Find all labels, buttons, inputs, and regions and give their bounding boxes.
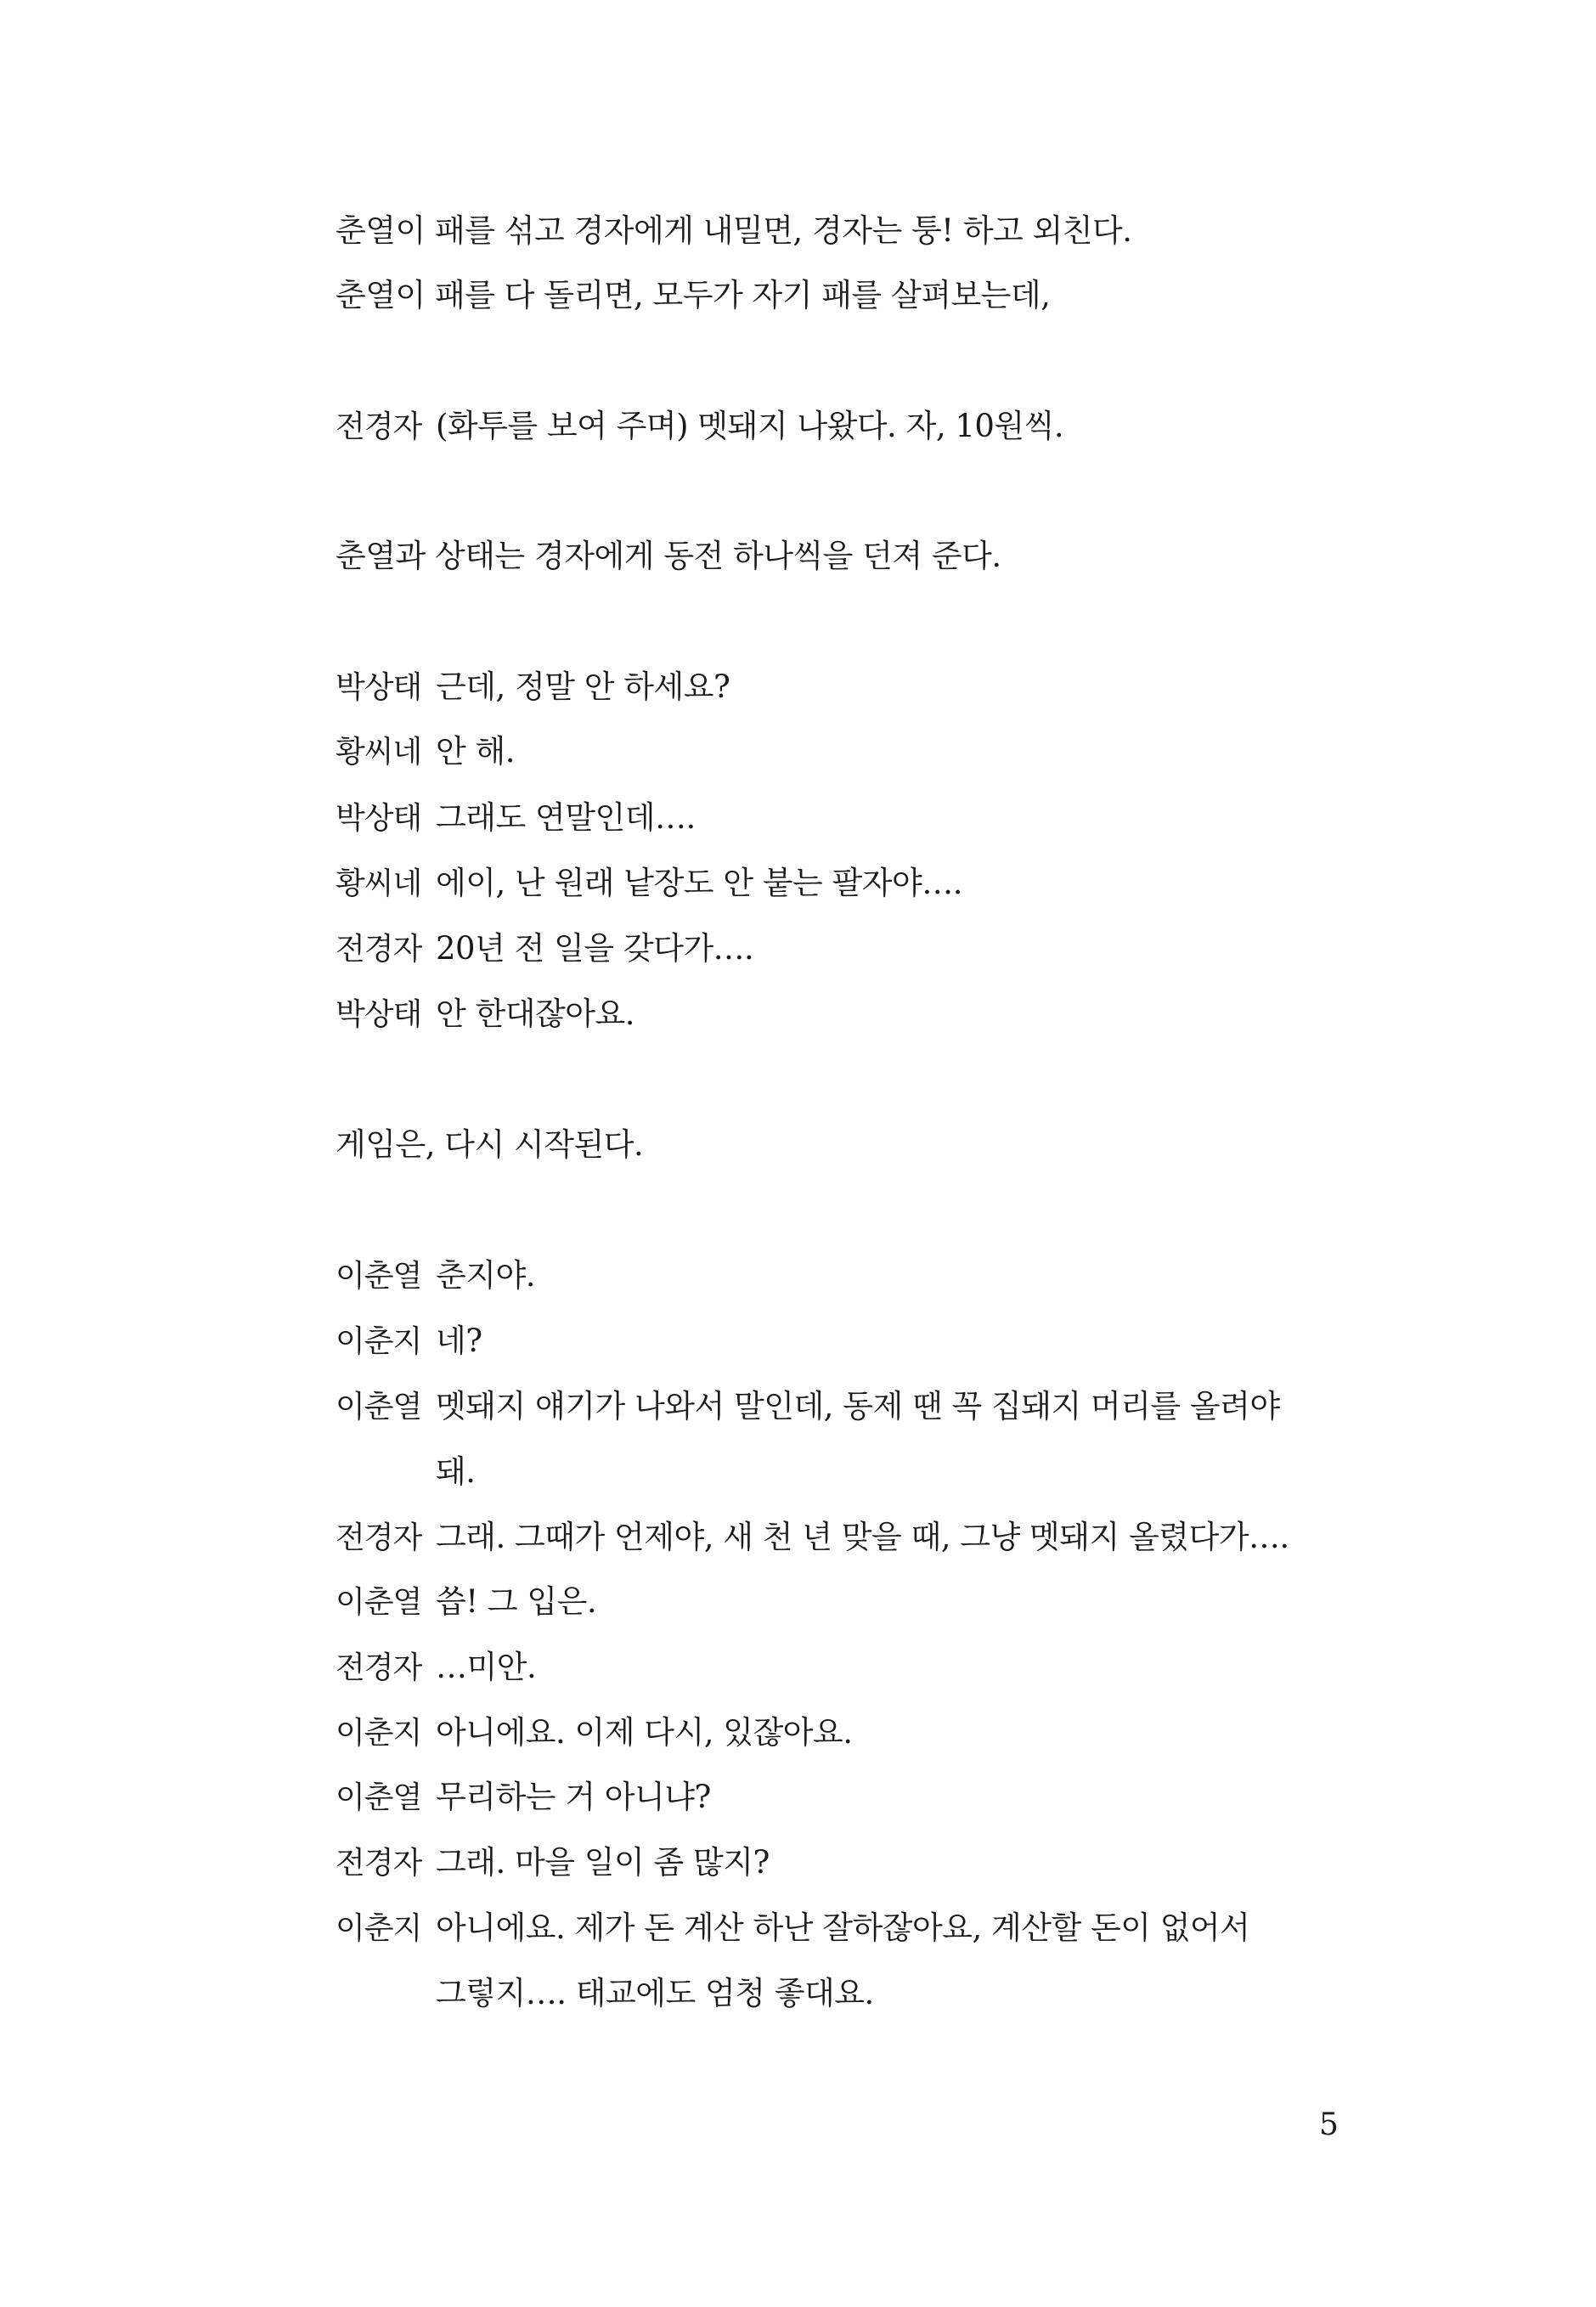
dialogue-text: 멧돼지 얘기가 나와서 말인데, 동제 땐 꼭 집돼지 머리를 올려야 — [436, 1388, 1280, 1424]
dialogue-line — [336, 1714, 852, 1752]
stage-direction: 춘열과 상태는 경자에게 동전 하나씩을 던져 준다. — [336, 538, 1001, 574]
speaker-name: 박상태 — [336, 997, 422, 1032]
dialogue-line — [336, 930, 753, 968]
speaker-name: 이춘지 — [336, 1911, 422, 1946]
dialogue-line — [336, 1649, 536, 1687]
dialogue-text: 씁! 그 입은. — [436, 1583, 597, 1620]
dialogue-text: …미안. — [436, 1649, 537, 1685]
speaker-name: 전경자 — [336, 409, 422, 444]
speaker-name: 이춘열 — [336, 1259, 422, 1294]
dialogue-line — [336, 1388, 1280, 1426]
dialogue-text: 20년 전 일을 갖다가…. — [436, 930, 754, 967]
speaker-name: 전경자 — [336, 932, 422, 967]
dialogue-continuation: 돼. — [436, 1453, 476, 1490]
dialogue-line — [336, 996, 634, 1034]
dialogue-text: 무리하는 거 아니냐? — [436, 1779, 711, 1815]
dialogue-line — [336, 865, 962, 903]
stage-direction: 춘열이 패를 섞고 경자에게 내밀면, 경자는 퉁! 하고 외친다. — [336, 212, 1132, 249]
dialogue-line — [336, 1779, 711, 1817]
stage-direction: 춘열이 패를 다 돌리면, 모두가 자기 패를 살펴보는데, — [336, 277, 1051, 313]
speaker-name: 이춘열 — [336, 1780, 422, 1815]
speaker-name: 이춘지 — [336, 1716, 422, 1751]
dialogue-text: 그래도 연말인데…. — [436, 799, 696, 836]
speaker-name: 이춘지 — [336, 1324, 422, 1359]
dialogue-line — [336, 1909, 1249, 1948]
speaker-name: 전경자 — [336, 1520, 422, 1555]
dialogue-text: 그래. 마을 일이 좀 많지? — [436, 1844, 770, 1881]
dialogue-text: 아니에요. 이제 다시, 있잖아요. — [436, 1714, 853, 1751]
speaker-name: 이춘열 — [336, 1390, 422, 1424]
stage-direction: 게임은, 다시 시작된다. — [336, 1126, 644, 1163]
speaker-name: 전경자 — [336, 1650, 422, 1685]
speaker-name: 박상태 — [336, 801, 422, 836]
dialogue-line — [336, 668, 730, 707]
dialogue-line — [336, 1583, 596, 1622]
dialogue-text: 춘지야. — [436, 1257, 535, 1294]
dialogue-continuation: 그렇지…. 태교에도 엄청 좋대요. — [436, 1975, 874, 2011]
dialogue-line — [336, 1844, 770, 1882]
speaker-name: 이춘열 — [336, 1585, 422, 1620]
speaker-name: 황씨네 — [336, 866, 422, 901]
speaker-name: 박상태 — [336, 670, 422, 705]
dialogue-text: 근데, 정말 안 하세요? — [436, 668, 730, 705]
dialogue-text: 에이, 난 원래 낱장도 안 붙는 팔자야…. — [436, 865, 962, 901]
speaker-name: 전경자 — [336, 1846, 422, 1881]
dialogue-text: 그래. 그때가 언제야, 새 천 년 맞을 때, 그냥 멧돼지 올렸다가…. — [436, 1519, 1289, 1555]
dialogue-line — [336, 799, 696, 838]
dialogue-text: 안 한대잖아요. — [436, 996, 634, 1032]
dialogue-text: 네? — [436, 1323, 482, 1359]
dialogue-text: 안 해. — [436, 733, 516, 770]
dialogue-text: (화투를 보여 주며) 멧돼지 나왔다. 자, 10원씩. — [436, 408, 1064, 444]
speaker-name: 황씨네 — [336, 735, 422, 770]
dialogue-text: 아니에요. 제가 돈 계산 하난 잘하잖아요, 계산할 돈이 없어서 — [436, 1909, 1250, 1946]
dialogue-line — [336, 1519, 1289, 1557]
dialogue-line — [336, 733, 515, 771]
dialogue-line — [336, 1257, 535, 1295]
dialogue-line — [336, 1323, 482, 1361]
dialogue-line — [336, 408, 1063, 446]
page-number: 5 — [1319, 2107, 1339, 2142]
